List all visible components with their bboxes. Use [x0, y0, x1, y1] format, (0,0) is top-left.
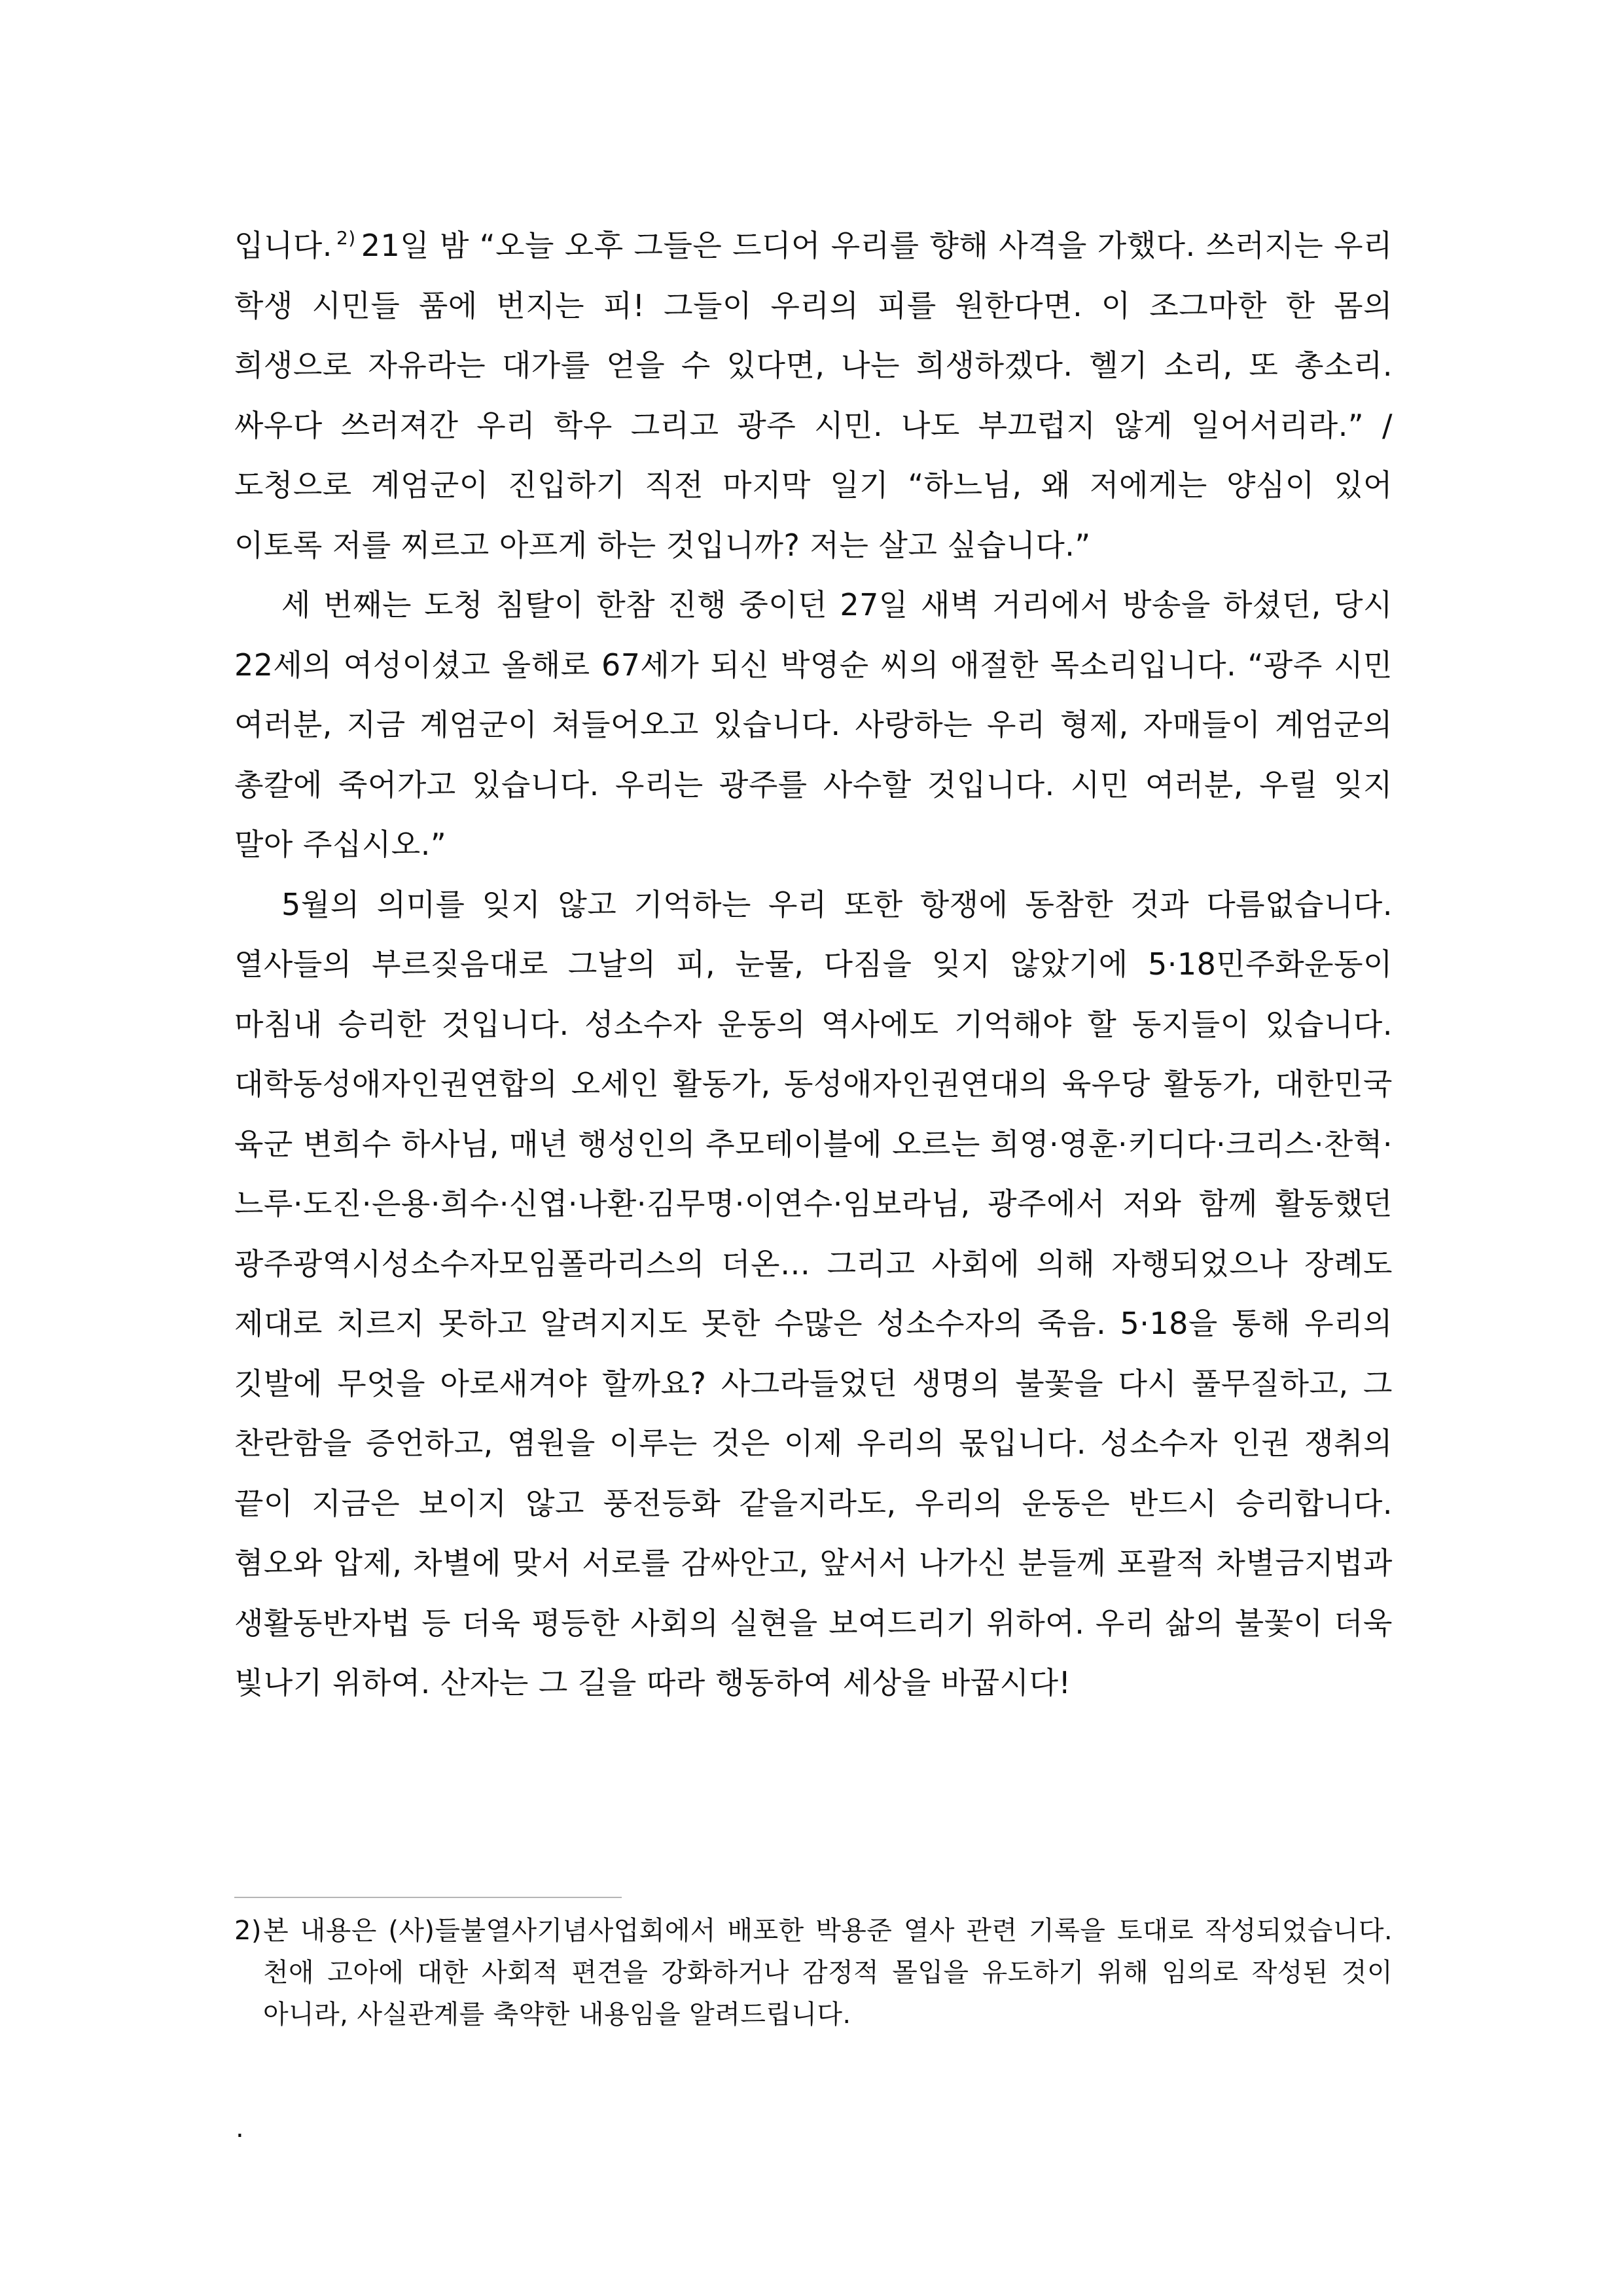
- footnote: [234, 1910, 1393, 2036]
- footnote-text: 본 내용은 (사)들불열사기념사업회에서 배포한 박용준 열사 관련 기록을 토대로 작성되었습니다. 천애 고아에 대한 사회적 편견을 강화하거나 감정적 몰입을 유도하기 위해 임의로 작성된 것이 아니라, 사실관계를 축약한 내용임을 알려드립니다.: [263, 1916, 1393, 2030]
- paragraph-lead-text: 입니다.: [234, 228, 332, 263]
- body-text: [234, 216, 1393, 1713]
- paragraph-quote-text: 21일 밤 “오늘 오후 그들은 드디어 우리를 향해 사격을 가했다. 쓰러지는 우리 학생 시민들 품에 번지는 피! 그들이 우리의 피를 원한다면. 이 조그마한 한 몸의 희생으로 자유라는 대가를 얻을 수 있다면, 나는 희생하겠다. 헬기 소리, 또 총소리. 싸우다 쓰러져간 우리 학우 그리고 광주 시민. 나도 부끄럽지 않게 일어서리라.” / 도청으로 계엄군이 진입하기 직전 마지막 일기 “하느님, 왜 저에게는 양심이 있어 이토록 저를 찌르고 아프게 하는 것입니까? 저는 살고 싶습니다.”: [234, 228, 1393, 563]
- paragraph-remembrance: 5월의 의미를 잊지 않고 기억하는 우리 또한 항쟁에 동참한 것과 다름없습니다. 열사들의 부르짖음대로 그날의 피, 눈물, 다짐을 잊지 않았기에 5·18민주화운동이 마침내 승리한 것입니다. 성소수자 운동의 역사에도 기억해야 할 동지들이 있습니다. 대학동성애자인권연합의 오세인 활동가, 동성애자인권연대의 육우당 활동가, 대한민국 육군 변희수 하사님, 매년 행성인의 추모테이블에 오르는 희영·영훈·키디다·크리스·찬혁·느루·도진·은용·희수·신엽·나환·김무명·이연수·임보라님, 광주에서 저와 함께 활동했던 광주광역시성소수자모임폴라리스의 더온… 그리고 사회에 의해 자행되었으나 장례도 제대로 치르지 못하고 알려지지도 못한 수많은 성소수자의 죽음. 5·18을 통해 우리의 깃발에 무엇을 아로새겨야 할까요? 사그라들었던 생명의 불꽃을 다시 풀무질하고, 그 찬란함을 증언하고, 염원을 이루는 것은 이제 우리의 몫입니다. 성소수자 인권 쟁취의 끝이 지금은 보이지 않고 풍전등화 같을지라도, 우리의 운동은 반드시 승리합니다. 혐오와 압제, 차별에 맞서 서로를 감싸안고, 앞서서 나가신 분들께 포괄적 차별금지법과 생활동반자법 등 더욱 평등한 사회의 실현을 보여드리기 위하여. 우리 삶의 불꽃이 더욱 빛나기 위하여. 산자는 그 길을 따라 행동하여 세상을 바꿉시다!: [234, 886, 1393, 1700]
- footnote-reference: 2): [336, 227, 356, 249]
- footnote-divider: [234, 1897, 622, 1898]
- stray-mark: .: [236, 2113, 244, 2144]
- footnote-number: 2): [234, 1916, 262, 1946]
- paragraph-diary-quote: [234, 216, 1393, 575]
- paragraph-broadcast: 세 번째는 도청 침탈이 한참 진행 중이던 27일 새벽 거리에서 방송을 하셨던, 당시 22세의 여성이셨고 올해로 67세가 되신 박영순 씨의 애절한 목소리입니다. “광주 시민 여러분, 지금 계엄군이 쳐들어오고 있습니다. 사랑하는 우리 형제, 자매들이 계엄군의 총칼에 죽어가고 있습니다. 우리는 광주를 사수할 것입니다. 시민 여러분, 우릴 잊지 말아 주십시오.”: [234, 587, 1393, 862]
